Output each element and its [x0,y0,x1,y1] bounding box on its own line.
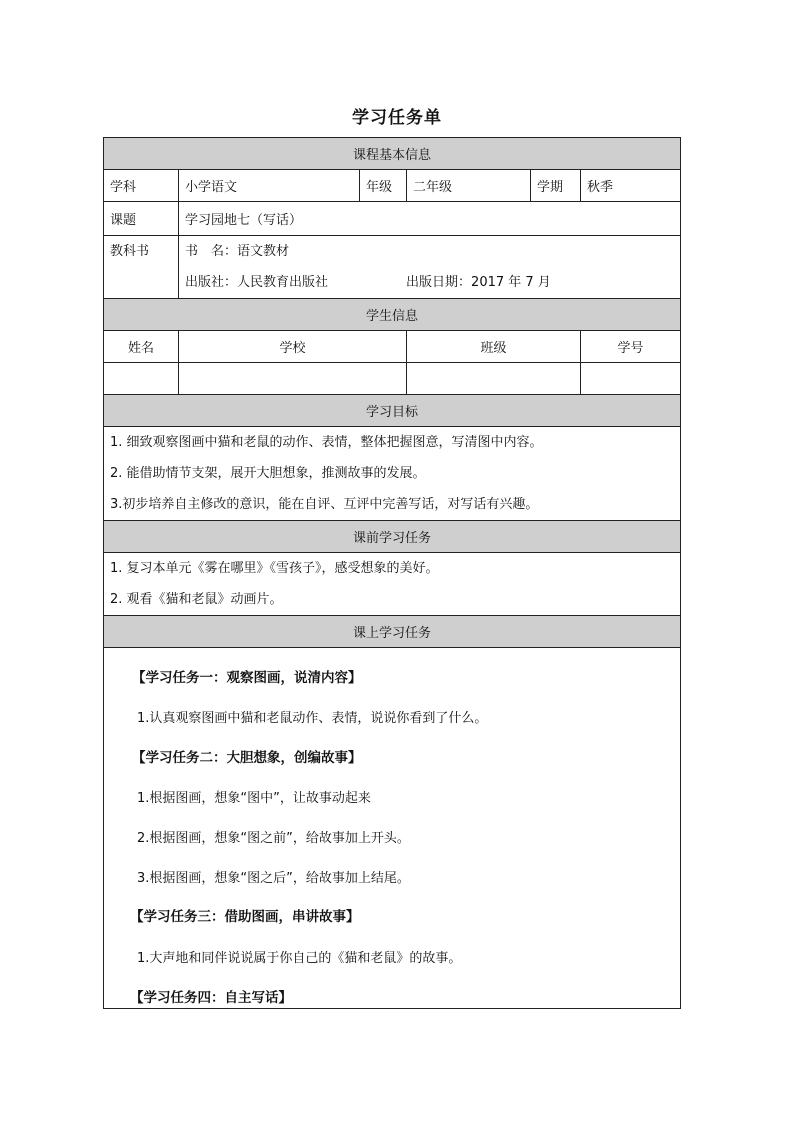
book-name-line: 书 名：语文教材 [185,244,290,259]
goals-list [104,427,681,521]
task2-item: 2.根据图画，想象“图之前”，给故事加上开头。 [137,831,410,846]
topic-value: 学习园地七（写话） [179,202,681,236]
task3-item: 1.大声地和同伴说说属于你自己的《猫和老鼠》的故事。 [137,951,462,966]
textbook-label: 教科书 [104,236,179,299]
topic-label: 课题 [104,202,179,236]
pre-class-item: 2. 观看《猫和老鼠》动画片。 [110,592,283,607]
task3-title: 【学习任务三：借助图画，串讲故事】 [130,909,360,925]
col-name: 姓名 [104,331,179,363]
task2-item: 1.根据图画，想象“图中”，让故事动起来 [137,791,371,806]
goal-item: 1. 细致观察图画中猫和老鼠的动作、表情，整体把握图意，写清图中内容。 [110,435,543,450]
pre-class-item: 1. 复习本单元《雾在哪里》《雪孩子》，感受想象的美好。 [110,561,439,576]
goals-header: 学习目标 [104,395,681,427]
name-cell[interactable] [104,363,179,395]
term-label: 学期 [531,170,581,202]
student-info-header: 学生信息 [104,299,681,331]
grade-value: 二年级 [407,170,531,202]
term-value: 秋季 [581,170,681,202]
col-class: 班级 [407,331,581,363]
page-title: 学习任务单 [352,108,442,128]
textbook-details [179,236,681,299]
subject-label: 学科 [104,170,179,202]
in-class-tasks [104,648,681,1009]
goal-item: 2. 能借助情节支架，展开大胆想象，推测故事的发展。 [110,466,426,481]
task2-item: 3.根据图画，想象“图之后”，给故事加上结尾。 [137,871,410,886]
pre-class-header: 课前学习任务 [104,521,681,553]
course-info-header: 课程基本信息 [104,138,681,170]
class-cell[interactable] [407,363,581,395]
goal-item: 3.初步培养自主修改的意识，能在自评、互评中完善写话，对写话有兴趣。 [110,497,539,512]
grade-label: 年级 [360,170,407,202]
school-cell[interactable] [179,363,407,395]
task2-title: 【学习任务二：大胆想象，创编故事】 [132,750,362,766]
subject-value: 小学语文 [179,170,360,202]
task1-title: 【学习任务一：观察图画，说清内容】 [132,670,362,686]
student-id-cell[interactable] [581,363,681,395]
task1-item: 1.认真观察图画中猫和老鼠动作、表情，说说你看到了什么。 [137,711,488,726]
publisher-line: 出版社：人民教育出版社 出版日期：2017 年 7 月 [185,275,551,290]
col-student-id: 学号 [581,331,681,363]
task4-title: 【学习任务四：自主写话】 [130,990,292,1006]
pre-class-list [104,553,681,616]
task-sheet-table [103,137,681,1009]
col-school: 学校 [179,331,407,363]
in-class-header: 课上学习任务 [104,616,681,648]
